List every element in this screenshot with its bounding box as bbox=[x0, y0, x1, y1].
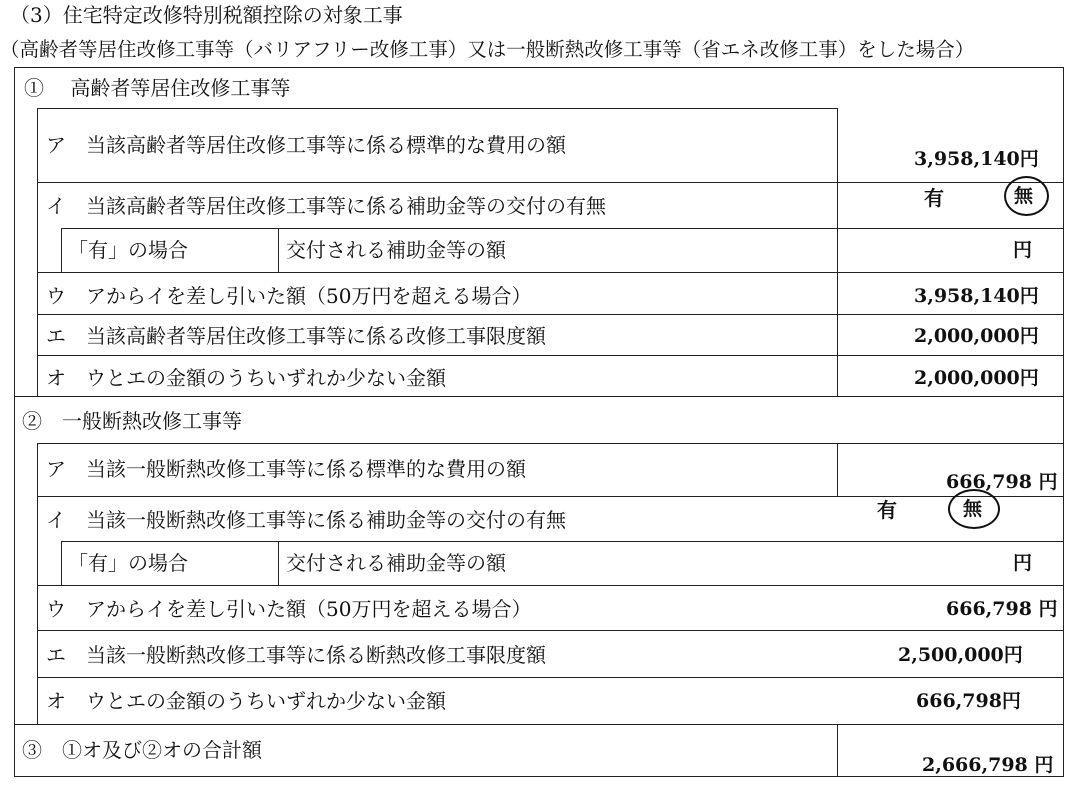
s2-row-i-yes-option: 有 bbox=[877, 498, 897, 522]
s1-row-o-value: 2,000,000円 bbox=[914, 367, 1039, 389]
s2-ari-label: 「有」の場合 bbox=[68, 551, 188, 575]
s2-row-u-label: ウ アからイを差し引いた額（50万円を超える場合） bbox=[46, 597, 532, 621]
s1-ari-mid bbox=[278, 228, 279, 272]
s2-row-o-label: オ ウとエの金額のうちいずれか少ない金額 bbox=[46, 689, 446, 713]
section-subheading: （高齢者等居住改修工事等（バリアフリー改修工事）又は一般断熱改修工事等（省エネ改修工事）をした場合） bbox=[0, 38, 975, 61]
s1-row-divider-i bbox=[61, 228, 1063, 229]
s1-ari-desc: 交付される補助金等の額 bbox=[286, 238, 506, 262]
s2-row-i-no-option: 無 bbox=[963, 498, 983, 520]
s1-ari-value: 円 bbox=[1013, 239, 1033, 261]
s2-value-divider-a bbox=[837, 443, 838, 497]
s1-row-divider-u bbox=[37, 314, 1063, 315]
s1-row-divider-ari bbox=[37, 272, 1063, 273]
s3-value-divider bbox=[837, 724, 838, 776]
s2-row-divider-ari bbox=[37, 585, 1063, 586]
s2-row-divider-a bbox=[37, 496, 1063, 497]
s1-row-divider-e bbox=[37, 355, 1063, 356]
s2-row-o-value: 666,798円 bbox=[916, 690, 1021, 712]
section-1-title: ① 高齢者等居住改修工事等 bbox=[24, 76, 291, 100]
s1-table-top bbox=[37, 108, 838, 109]
s1-value-divider bbox=[837, 108, 838, 396]
frame-right-border bbox=[1063, 67, 1064, 777]
s1-row-e-label: エ 当該高齢者等居住改修工事等に係る改修工事限度額 bbox=[46, 324, 546, 348]
frame-left-border bbox=[14, 67, 15, 777]
s1-inner-left bbox=[37, 108, 38, 396]
section-3-total-label: ③ ①オ及び②オの合計額 bbox=[22, 738, 262, 762]
frame-bottom-border bbox=[14, 776, 1064, 777]
section-heading: （3）住宅特定改修特別税額控除の対象工事 bbox=[10, 3, 403, 27]
s2-row-a-value: 666,798 円 bbox=[946, 471, 1058, 493]
s2-table-top bbox=[37, 443, 1063, 444]
s2-row-u-value: 666,798 円 bbox=[946, 598, 1058, 620]
s2-row-i-label: イ 当該一般断熱改修工事等に係る補助金等の交付の有無 bbox=[46, 508, 566, 532]
s1-row-a-label: ア 当該高齢者等居住改修工事等に係る標準的な費用の額 bbox=[46, 133, 566, 157]
section-divider-1 bbox=[14, 396, 1063, 397]
section-2-title: ② 一般断熱改修工事等 bbox=[22, 409, 242, 433]
s1-row-a-value: 3,958,140円 bbox=[914, 148, 1039, 170]
s1-row-divider-a bbox=[37, 182, 1063, 183]
section-3-total-value: 2,666,798 円 bbox=[922, 754, 1054, 776]
s2-ari-left bbox=[61, 541, 62, 585]
section-divider-2 bbox=[14, 724, 1063, 725]
s2-row-a-label: ア 当該一般断熱改修工事等に係る標準的な費用の額 bbox=[46, 457, 526, 481]
s1-row-e-value: 2,000,000円 bbox=[914, 325, 1039, 347]
s1-ari-left bbox=[61, 228, 62, 272]
s1-row-u-label: ウ アからイを差し引いた額（50万円を超える場合） bbox=[46, 284, 532, 308]
s1-row-i-no-option: 無 bbox=[1014, 185, 1034, 207]
s2-row-e-value: 2,500,000円 bbox=[898, 644, 1023, 666]
s1-ari-label: 「有」の場合 bbox=[68, 238, 188, 262]
s1-row-o-label: オ ウとエの金額のうちいずれか少ない金額 bbox=[46, 366, 446, 390]
s2-row-e-label: エ 当該一般断熱改修工事等に係る断熱改修工事限度額 bbox=[46, 643, 546, 667]
s2-ari-desc: 交付される補助金等の額 bbox=[286, 551, 506, 575]
s2-row-divider-u bbox=[37, 630, 1063, 631]
s2-ari-mid bbox=[278, 541, 279, 585]
s2-row-divider-e bbox=[37, 677, 1063, 678]
s2-inner-left bbox=[37, 443, 38, 725]
s1-row-i-label: イ 当該高齢者等居住改修工事等に係る補助金等の交付の有無 bbox=[46, 194, 606, 218]
frame-top-border bbox=[14, 67, 1063, 68]
s1-row-u-value: 3,958,140円 bbox=[914, 285, 1039, 307]
s2-row-divider-i bbox=[61, 541, 1063, 542]
s2-ari-value: 円 bbox=[1013, 552, 1033, 574]
s1-row-i-yes-option: 有 bbox=[924, 186, 944, 210]
